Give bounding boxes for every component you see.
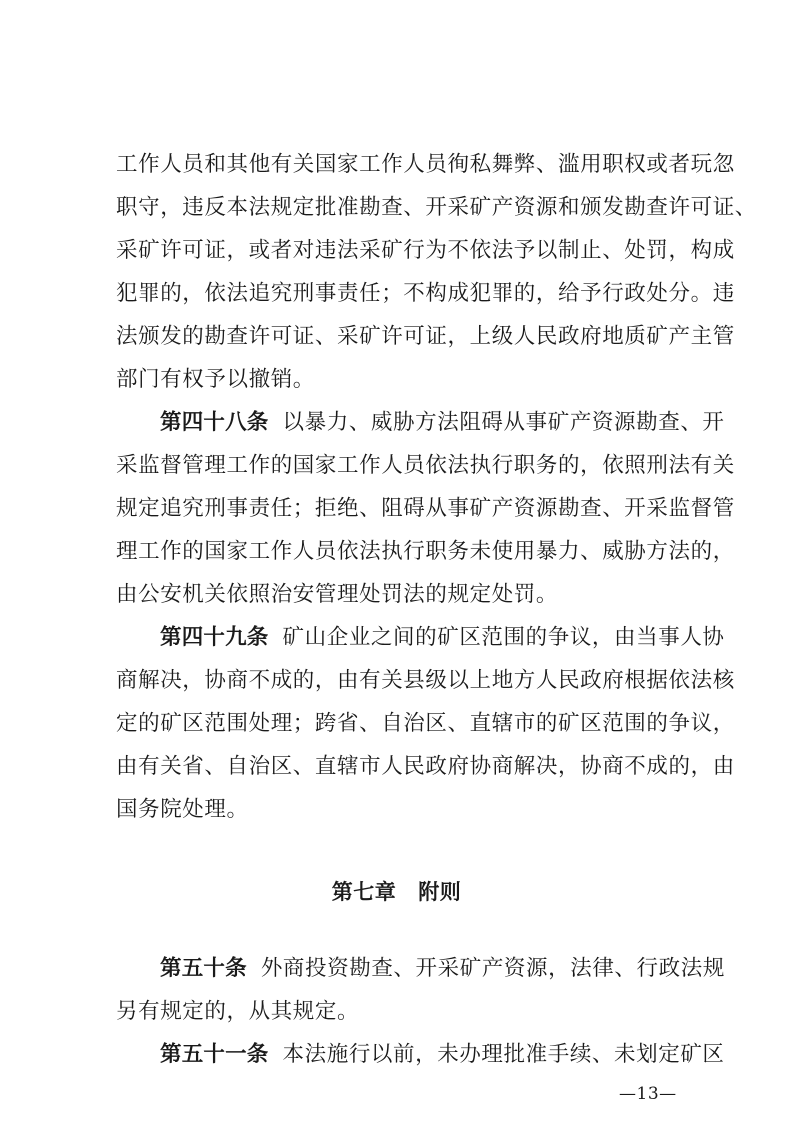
text-line: 理工作的国家工作人员依法执行职务未使用暴力、威胁方法的， bbox=[116, 539, 735, 564]
text-line: 定的矿区范围处理；跨省、自治区、直辖市的矿区范围的争议， bbox=[116, 711, 735, 736]
page-number: —13— bbox=[619, 1084, 677, 1104]
article-text: 外商投资勘查、开采矿产资源，法律、行政法规 bbox=[260, 956, 725, 981]
article-51-first-line bbox=[160, 1036, 725, 1074]
text-line: 职守，违反本法规定批准勘查、开采矿产资源和颁发勘查许可证、 bbox=[116, 195, 757, 220]
article-title: 第四十八条 bbox=[160, 410, 269, 435]
article-text: 本法施行以前，未办理批准手续、未划定矿区 bbox=[282, 1042, 725, 1067]
text-line: 由有关省、自治区、直辖市人民政府协商解决，协商不成的，由 bbox=[116, 754, 735, 779]
chapter-title: 附则 bbox=[418, 880, 462, 904]
chapter-number: 第七章 bbox=[331, 880, 397, 904]
text-line: 法颁发的勘查许可证、采矿许可证，上级人民政府地质矿产主管 bbox=[116, 324, 735, 349]
text-line: 由公安机关依照治安管理处罚法的规定处罚。 bbox=[116, 582, 559, 607]
article-title: 第四十九条 bbox=[160, 625, 269, 650]
text-line: 犯罪的，依法追究刑事责任；不构成犯罪的，给予行政处分。违 bbox=[116, 281, 735, 306]
text-line: 工作人员和其他有关国家工作人员徇私舞弊、滥用职权或者玩忽 bbox=[116, 152, 735, 177]
text-line: 部门有权予以撤销。 bbox=[116, 367, 315, 392]
text-line: 国务院处理。 bbox=[116, 797, 249, 822]
text-line: 采矿许可证，或者对违法采矿行为不依法予以制止、处罚，构成 bbox=[116, 238, 735, 263]
article-text: 矿山企业之间的矿区范围的争议，由当事人协 bbox=[282, 625, 725, 650]
article-50-first-line bbox=[160, 950, 725, 988]
text-line: 规定追究刑事责任；拒绝、阻碍从事矿产资源勘查、开采监督管 bbox=[116, 496, 735, 521]
text-line: 商解决，协商不成的，由有关县级以上地方人民政府根据依法核 bbox=[116, 668, 735, 693]
article-title: 第五十一条 bbox=[160, 1042, 269, 1067]
text-line: 另有规定的，从其规定。 bbox=[116, 999, 360, 1024]
article-title: 第五十条 bbox=[160, 956, 247, 981]
text-line: 采监督管理工作的国家工作人员依法执行职务的，依照刑法有关 bbox=[116, 453, 735, 478]
article-text: 以暴力、威胁方法阻碍从事矿产资源勘查、开 bbox=[282, 410, 725, 435]
chapter-heading bbox=[0, 873, 793, 911]
article-49-first-line bbox=[160, 619, 725, 657]
article-48-first-line bbox=[160, 404, 725, 442]
